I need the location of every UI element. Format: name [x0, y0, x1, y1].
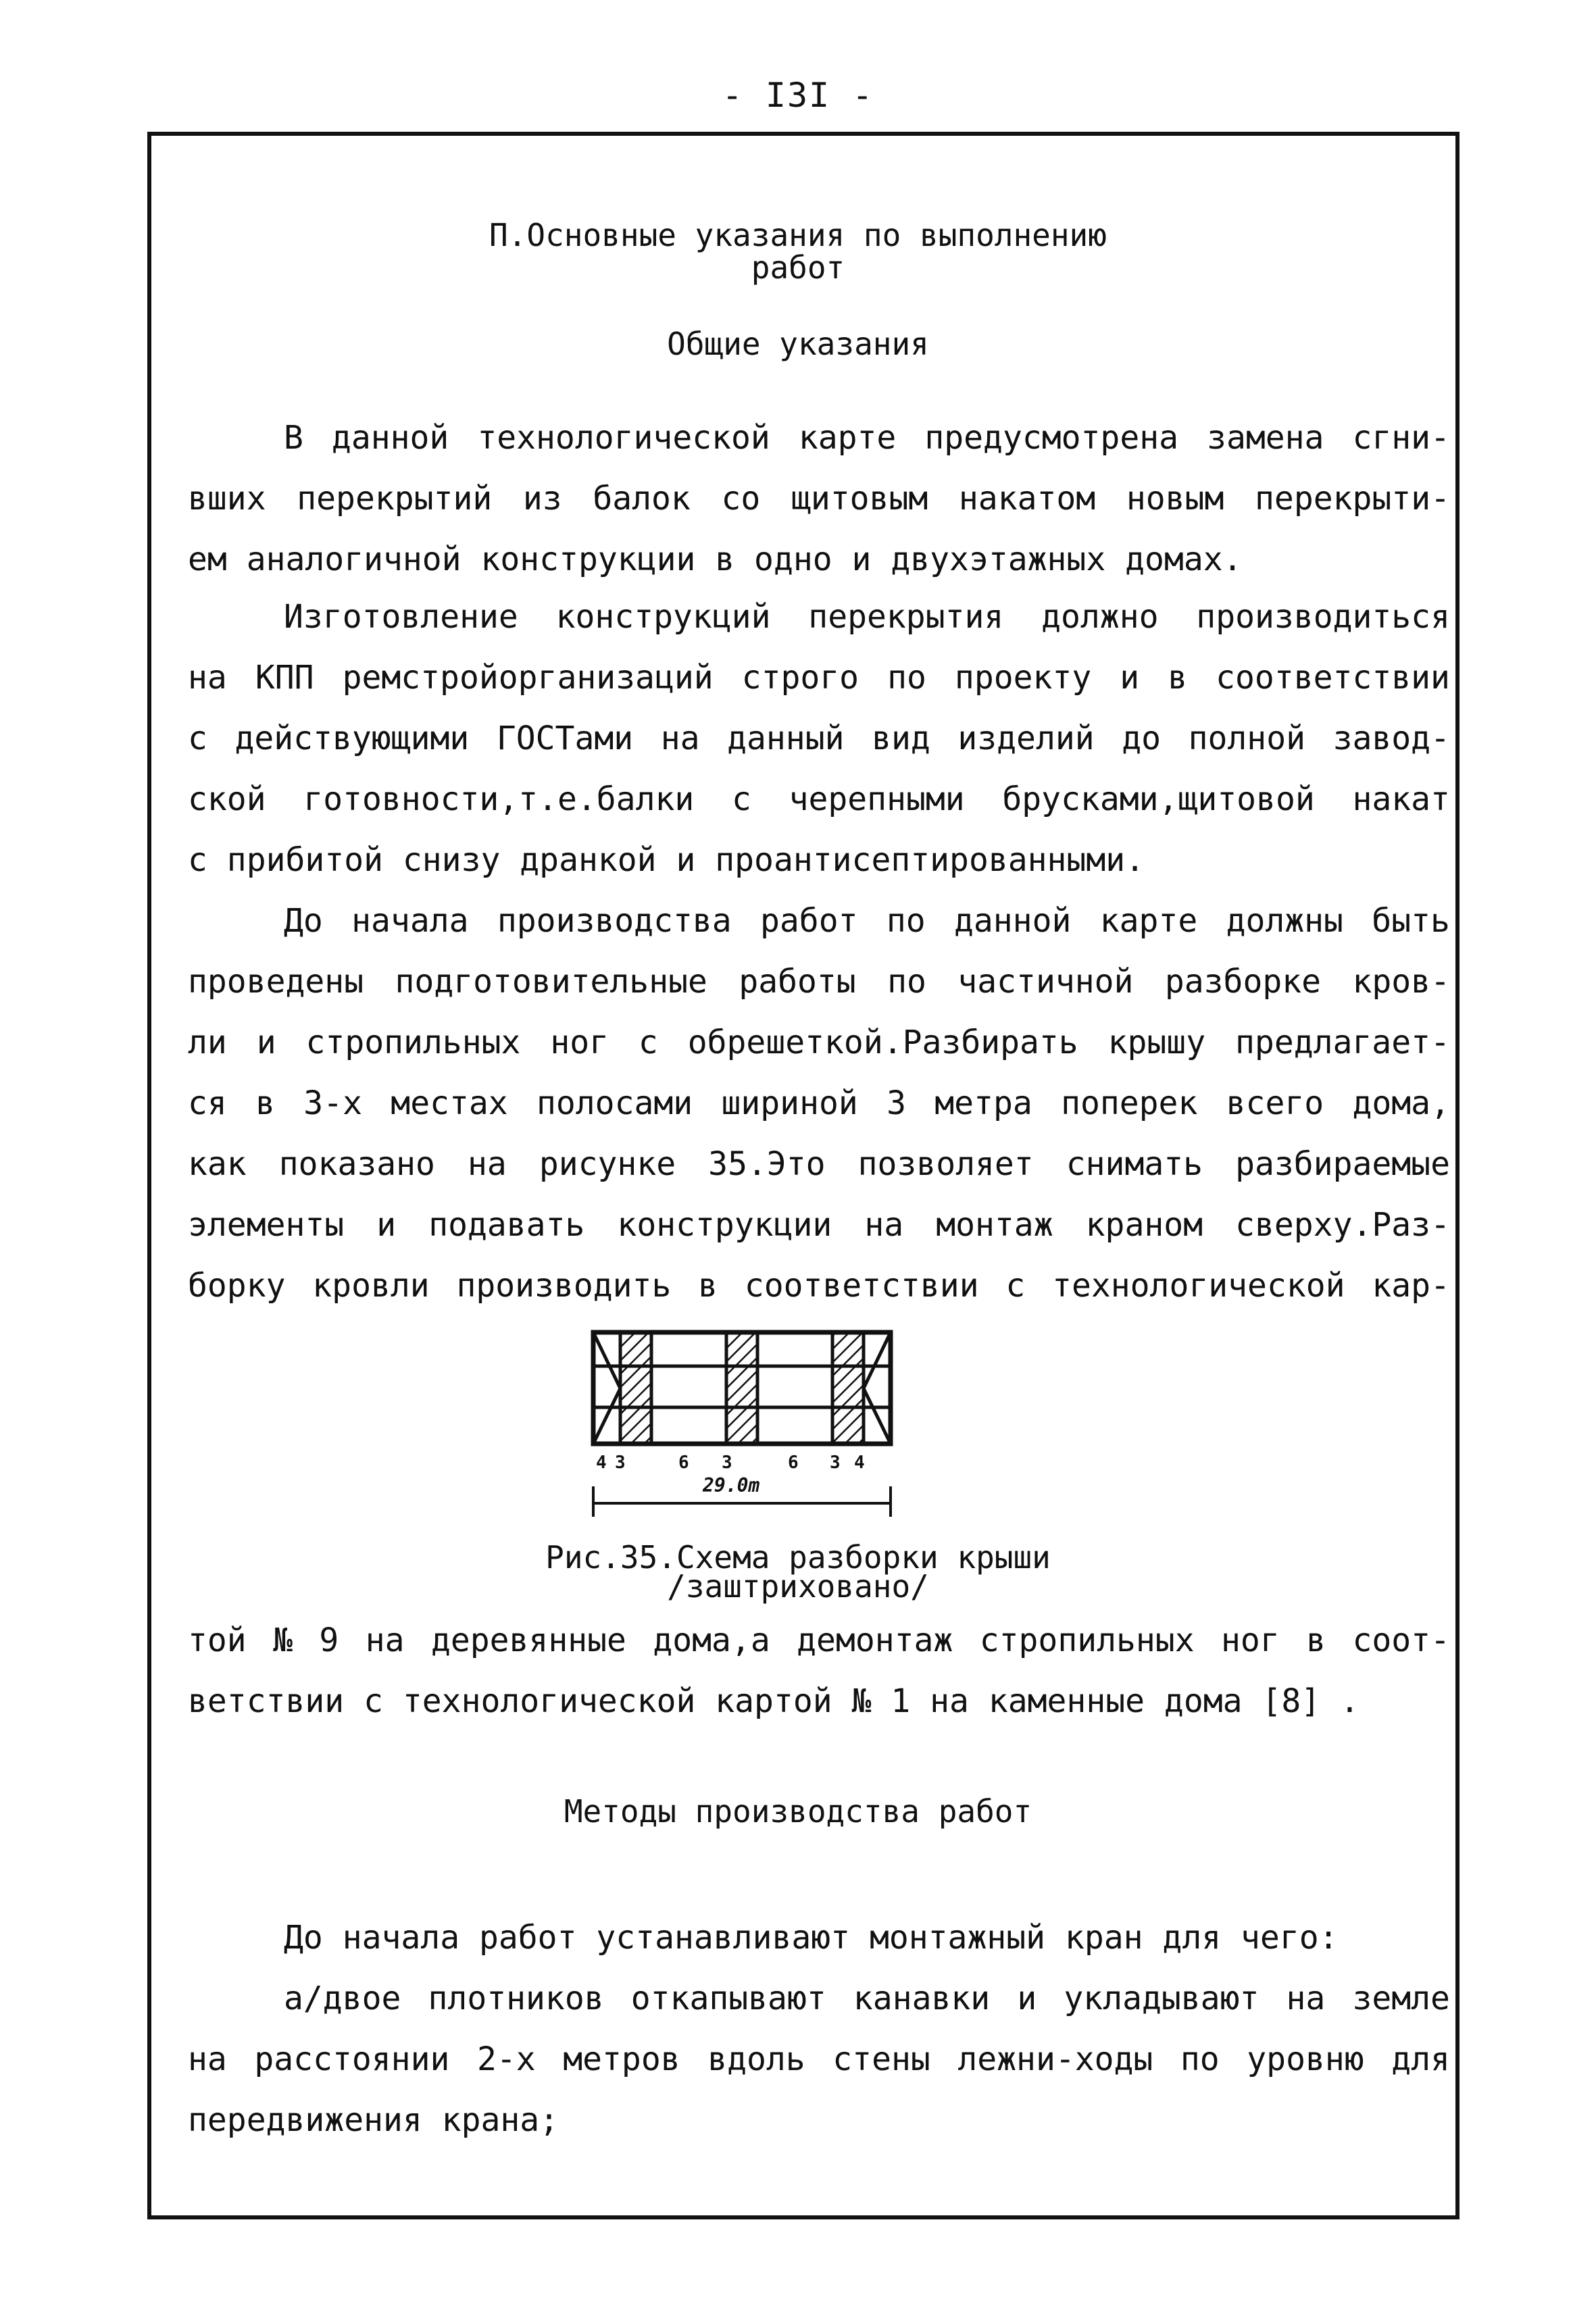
paragraph1-line: ем аналогичной конструкции в одно и двухэтажных домах. — [188, 540, 1243, 578]
subsection-methods-title: Методы производства работ — [564, 1793, 1032, 1830]
paragraph3-continued-line: той № 9 на деревянные дома,а демонтаж стропильных ног в соот- — [188, 1621, 1450, 1659]
dimension-label: 4 — [854, 1453, 865, 1473]
paragraph3-line: ся в 3-х местах полосами шириной 3 метра поперек всего дома, — [188, 1084, 1450, 1122]
paragraph3-line: борку кровли производить в соответствии с технологической кар- — [188, 1267, 1450, 1305]
paragraph3-line: проведены подготовительные работы по частичной разборке кров- — [188, 963, 1450, 1001]
dimension-label: 4 — [596, 1453, 607, 1473]
subsection-general-title: Общие указания — [667, 326, 929, 362]
paragraph4-line: на расстоянии 2-х метров вдоль стены лежни-ходы по уровню для — [188, 2040, 1450, 2078]
paragraph1-line: В данной технологической карте предусмотрена замена сгни- — [284, 419, 1450, 457]
dimension-label: 3 — [830, 1453, 841, 1473]
figure-caption-line1: Рис.35.Схема разборки крыши — [545, 1539, 1051, 1576]
dimension-label: 6 — [678, 1453, 689, 1473]
paragraph4-line: До начала работ устанавливают монтажный кран для чего: — [284, 1919, 1339, 1957]
paragraph3-line: элементы и подавать конструкции на монтаж краном сверху.Раз- — [188, 1206, 1450, 1244]
paragraph1-line: вших перекрытий из балок со щитовым накатом новым перекрыти- — [188, 480, 1450, 518]
section-title-line1: П.Основные указания по выполнению — [489, 217, 1107, 253]
paragraph4-line: а/двое плотников откапывают канавки и укладывают на земле — [284, 1980, 1450, 2017]
paragraph3-line: как показано на рисунке 35.Это позволяет снимать разбираемые — [188, 1145, 1450, 1183]
dimension-label: 3 — [722, 1453, 732, 1473]
dimension-label: 6 — [788, 1453, 799, 1473]
paragraph3-continued-line: ветствии с технологической картой № 1 на каменные дома [8] . — [188, 1682, 1360, 1720]
paragraph2-line: Изготовление конструкций перекрытия должно производиться — [284, 598, 1450, 636]
section-title-line2: работ — [751, 249, 845, 286]
paragraph2-line: на КПП ремстройорганизаций строго по проекту и в соответствии — [188, 659, 1450, 697]
figure-caption-line2: /заштриховано/ — [667, 1568, 929, 1605]
paragraph2-line: ской готовности,т.е.балки с черепными брусками,щитовой накат — [188, 780, 1450, 818]
paragraph2-line: с действующими ГОСТами на данный вид изделий до полной завод- — [188, 720, 1450, 757]
paragraph3-line: До начала производства работ по данной карте должны быть — [284, 902, 1450, 940]
paragraph2-line: с прибитой снизу дранкой и проантисептированными. — [188, 841, 1145, 879]
dimension-label: 3 — [615, 1453, 626, 1473]
total-length-label: 29.0m — [703, 1474, 760, 1496]
paragraph3-line: ли и стропильных ног с обрешеткой.Разбирать крышу предлагает- — [188, 1024, 1450, 1061]
paragraph4-line: передвижения крана; — [188, 2101, 559, 2139]
page-number: - I3I - — [722, 76, 874, 115]
